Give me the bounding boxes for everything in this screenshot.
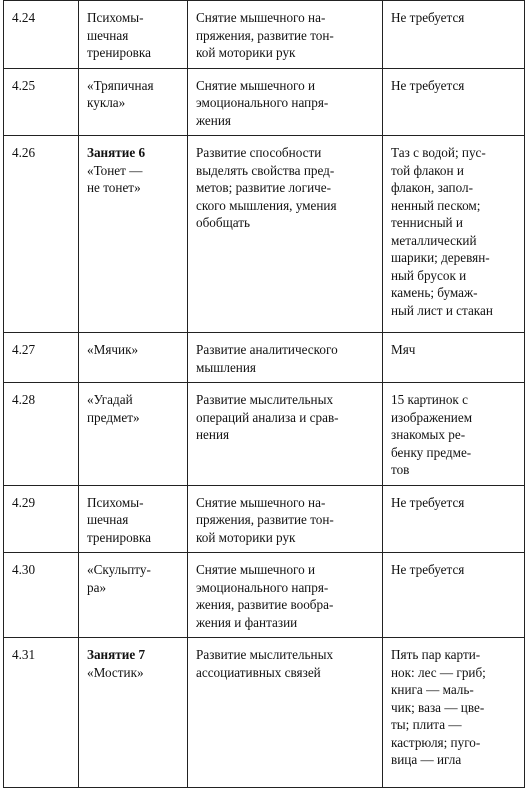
row-number: 4.30 [4,553,79,638]
row-number: 4.24 [4,1,79,69]
goal-cell: Снятие мышечного и эмоционального напря- жения, развитие вообра- жения и фантазии [188,553,383,638]
game-cell [79,383,188,486]
session-title: Занятие 7 [87,647,146,662]
game-cell [79,553,188,638]
game-cell [79,136,188,333]
table-row [4,553,525,638]
row-number: 4.26 [4,136,79,333]
game-name: «Мячик» [87,342,139,357]
goal-cell: Развитие мыслительных ассоциативных связей [188,638,383,788]
materials-cell: Не требуется [383,553,525,638]
materials-cell: Не требуется [383,1,525,69]
goal-cell: Снятие мышечного на- пряжения, развитие тон- кой моторики рук [188,485,383,553]
row-number: 4.31 [4,638,79,788]
game-cell [79,68,188,136]
table-row [4,638,525,788]
game-name: «Тряпичная кукла» [87,77,154,110]
materials-cell: Не требуется [383,68,525,136]
game-name: «Тонет — не тонет» [87,162,143,195]
table-row [4,485,525,553]
row-number: 4.27 [4,333,79,383]
row-number: 4.29 [4,485,79,553]
materials-cell: Пять пар карти- нок: лес — гриб; книга — маль- чик; ваза — цве- ты; плита — кастрюля; пуго- вица — игла [383,638,525,788]
row-number: 4.28 [4,383,79,486]
exercise-table [3,0,525,788]
row-number: 4.25 [4,68,79,136]
materials-cell: Не требуется [383,485,525,553]
goal-cell: Снятие мышечного и эмоционального напря- жения [188,68,383,136]
game-name: «Мостик» [87,664,144,680]
game-cell [79,333,188,383]
game-cell [79,1,188,69]
goal-cell: Развитие аналитического мышления [188,333,383,383]
game-name: «Угадай предмет» [87,392,140,425]
materials-cell: Таз с водой; пус- той флакон и флакон, запол- ненный песком; теннисный и металлический шарики; деревян- ный брусок и камень; бумаж- ный лист и стакан [383,136,525,333]
session-title: Занятие 6 [87,145,146,160]
table-row [4,68,525,136]
game-cell [79,638,188,788]
goal-cell: Снятие мышечного на- пряжения, развитие тон- кой моторики рук [188,1,383,69]
table-row [4,136,525,333]
goal-cell: Развитие мыслительных операций анализа и срав- нения [188,383,383,486]
game-name: «Скульпту- ра» [87,562,151,595]
materials-cell: 15 картинок с изображением знакомых ре- бенку предме- тов [383,383,525,486]
materials-cell: Мяч [383,333,525,383]
goal-cell: Развитие способности выделять свойства пред- метов; развитие логиче- ского мышления, умения обобщать [188,136,383,333]
game-name: Психомы- шечная тренировка [87,10,151,60]
table-row [4,1,525,69]
table-row [4,383,525,486]
game-name: Психомы- шечная тренировка [87,494,151,545]
table-row [4,333,525,383]
game-cell [79,485,188,553]
